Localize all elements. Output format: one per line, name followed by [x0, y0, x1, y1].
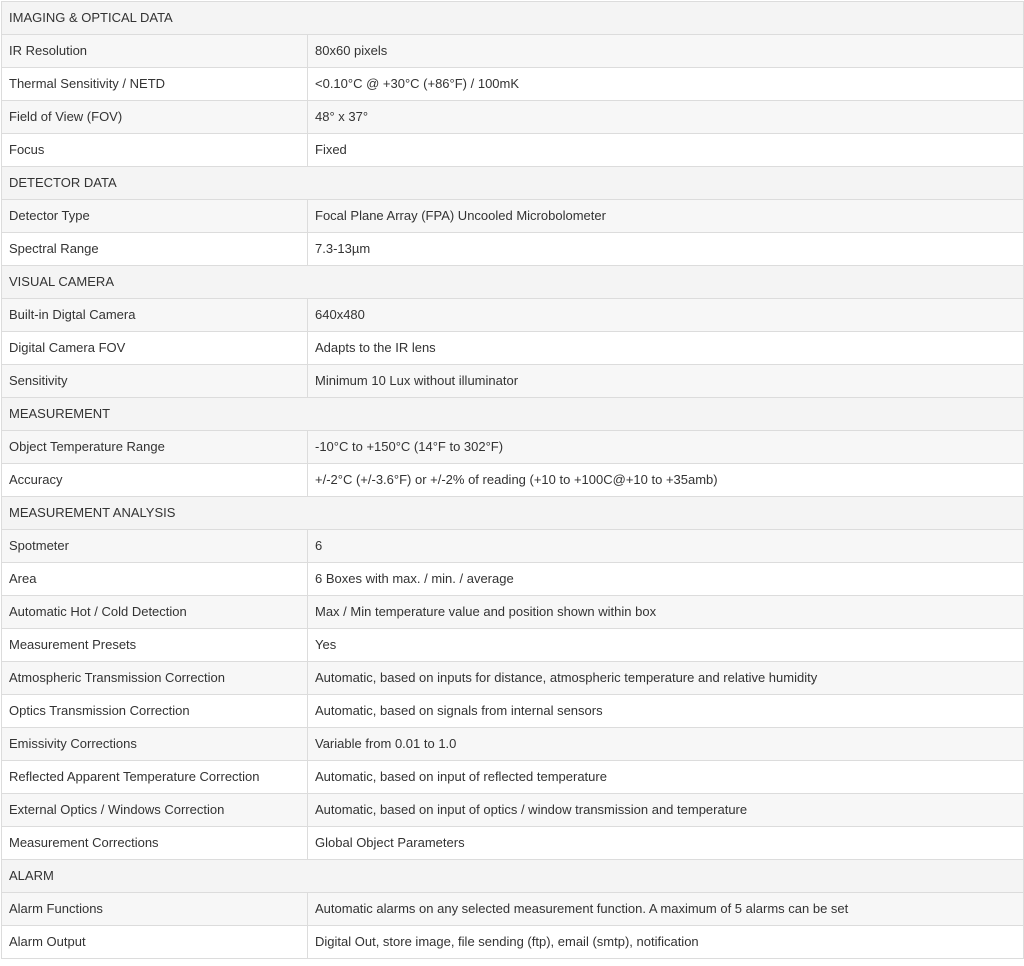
section-header-row: [2, 497, 1024, 530]
spec-value: Automatic, based on inputs for distance, atmospheric temperature and relative humidity: [308, 662, 1024, 695]
spec-row: [2, 464, 1024, 497]
spec-label: Accuracy: [2, 464, 308, 497]
spec-label: Object Temperature Range: [2, 431, 308, 464]
spec-row: [2, 233, 1024, 266]
section-header-row: [2, 398, 1024, 431]
section-title: MEASUREMENT: [2, 398, 1024, 431]
spec-label: Automatic Hot / Cold Detection: [2, 596, 308, 629]
spec-label: Spectral Range: [2, 233, 308, 266]
spec-label: Measurement Presets: [2, 629, 308, 662]
spec-label: Sensitivity: [2, 365, 308, 398]
spec-row: [2, 530, 1024, 563]
spec-row: [2, 794, 1024, 827]
spec-label: Emissivity Corrections: [2, 728, 308, 761]
spec-value: Adapts to the IR lens: [308, 332, 1024, 365]
spec-label: Thermal Sensitivity / NETD: [2, 68, 308, 101]
spec-value: Yes: [308, 629, 1024, 662]
spec-label: External Optics / Windows Correction: [2, 794, 308, 827]
spec-row: [2, 332, 1024, 365]
spec-row: [2, 299, 1024, 332]
spec-label: Measurement Corrections: [2, 827, 308, 860]
spec-row: [2, 596, 1024, 629]
spec-value: 48° x 37°: [308, 101, 1024, 134]
spec-value: 80x60 pixels: [308, 35, 1024, 68]
section-header-row: [2, 167, 1024, 200]
spec-value: Fixed: [308, 134, 1024, 167]
spec-value: -10°C to +150°C (14°F to 302°F): [308, 431, 1024, 464]
spec-label: Focus: [2, 134, 308, 167]
spec-value: Minimum 10 Lux without illuminator: [308, 365, 1024, 398]
spec-label: Digital Camera FOV: [2, 332, 308, 365]
section-header-row: [2, 2, 1024, 35]
spec-row: [2, 101, 1024, 134]
spec-label: Detector Type: [2, 200, 308, 233]
spec-value: Variable from 0.01 to 1.0: [308, 728, 1024, 761]
spec-row: [2, 200, 1024, 233]
spec-row: [2, 431, 1024, 464]
spec-row: [2, 35, 1024, 68]
section-title: DETECTOR DATA: [2, 167, 1024, 200]
spec-value: 640x480: [308, 299, 1024, 332]
spec-row: [2, 134, 1024, 167]
spec-value: Digital Out, store image, file sending (ftp), email (smtp), notification: [308, 926, 1024, 959]
spec-row: [2, 629, 1024, 662]
spec-label: Alarm Output: [2, 926, 308, 959]
spec-value: Automatic, based on input of reflected temperature: [308, 761, 1024, 794]
spec-label: Built-in Digtal Camera: [2, 299, 308, 332]
spec-value: Automatic, based on input of optics / window transmission and temperature: [308, 794, 1024, 827]
spec-row: [2, 926, 1024, 959]
spec-table-body: [2, 2, 1024, 959]
spec-row: [2, 893, 1024, 926]
spec-table: [1, 1, 1024, 959]
section-title: MEASUREMENT ANALYSIS: [2, 497, 1024, 530]
section-title: ALARM: [2, 860, 1024, 893]
spec-label: Optics Transmission Correction: [2, 695, 308, 728]
spec-value: Automatic alarms on any selected measurement function. A maximum of 5 alarms can be set: [308, 893, 1024, 926]
spec-value: 7.3-13µm: [308, 233, 1024, 266]
spec-label: Spotmeter: [2, 530, 308, 563]
spec-label: Field of View (FOV): [2, 101, 308, 134]
spec-row: [2, 695, 1024, 728]
spec-value: Focal Plane Array (FPA) Uncooled Microbolometer: [308, 200, 1024, 233]
spec-value: 6: [308, 530, 1024, 563]
spec-label: Reflected Apparent Temperature Correction: [2, 761, 308, 794]
spec-row: [2, 662, 1024, 695]
spec-row: [2, 563, 1024, 596]
spec-value: Max / Min temperature value and position shown within box: [308, 596, 1024, 629]
section-title: VISUAL CAMERA: [2, 266, 1024, 299]
spec-row: [2, 761, 1024, 794]
spec-value: Automatic, based on signals from internal sensors: [308, 695, 1024, 728]
spec-row: [2, 728, 1024, 761]
section-header-row: [2, 266, 1024, 299]
spec-label: Area: [2, 563, 308, 596]
spec-row: [2, 365, 1024, 398]
spec-label: Atmospheric Transmission Correction: [2, 662, 308, 695]
spec-value: Global Object Parameters: [308, 827, 1024, 860]
spec-value: +/-2°C (+/-3.6°F) or +/-2% of reading (+10 to +100C@+10 to +35amb): [308, 464, 1024, 497]
section-title: IMAGING & OPTICAL DATA: [2, 2, 1024, 35]
spec-label: Alarm Functions: [2, 893, 308, 926]
spec-value: <0.10°C @ +30°C (+86°F) / 100mK: [308, 68, 1024, 101]
spec-label: IR Resolution: [2, 35, 308, 68]
spec-row: [2, 827, 1024, 860]
section-header-row: [2, 860, 1024, 893]
spec-value: 6 Boxes with max. / min. / average: [308, 563, 1024, 596]
spec-row: [2, 68, 1024, 101]
